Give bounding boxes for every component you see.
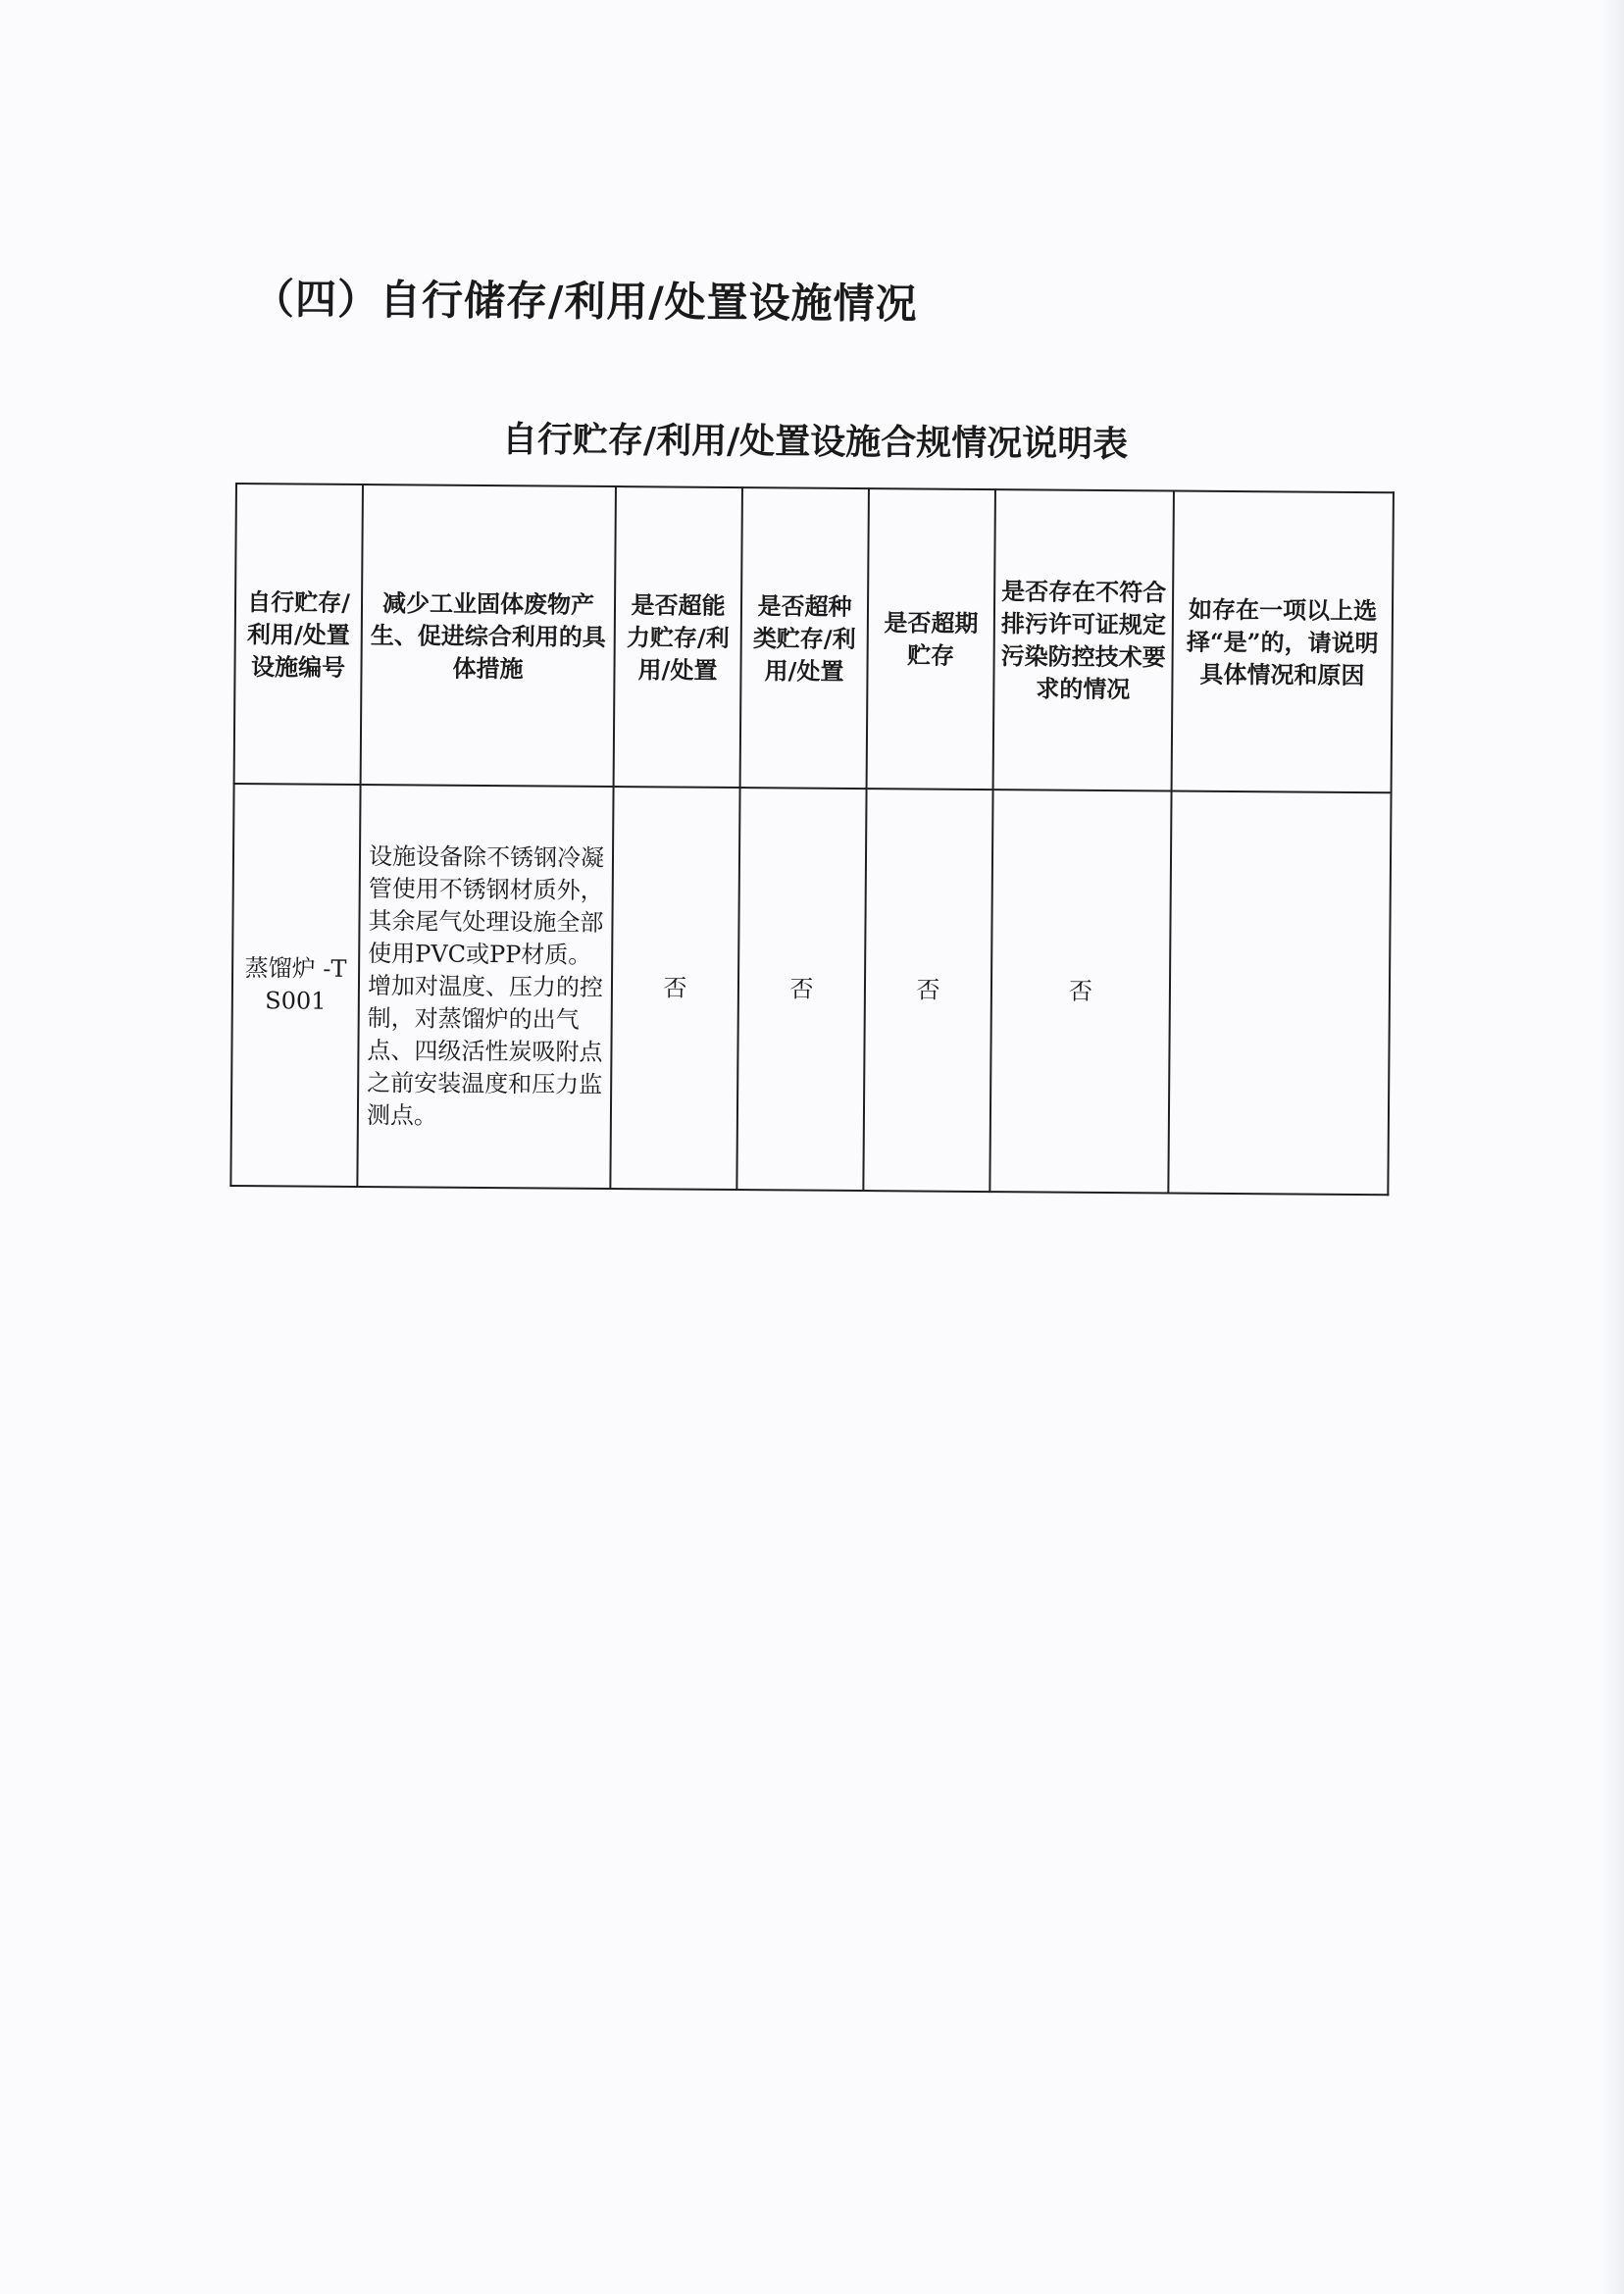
cell-over-capacity: 否 [610,787,739,1190]
header-over-type: 是否超种类贮存/利用/处置 [740,487,869,789]
table-caption: 自行贮存/利用/处置设施合规情况说明表 [501,419,1129,466]
cell-explanation [1168,791,1391,1196]
header-non-compliant: 是否存在不符合排污许可证规定污染防控技术要求的情况 [993,489,1174,790]
header-over-period: 是否超期贮存 [867,488,995,790]
page-edge-shadow [1602,0,1624,2294]
compliance-table [229,483,1395,1196]
header-facility-id: 自行贮存/利用/处置设施编号 [234,484,363,785]
cell-over-type: 否 [736,788,866,1191]
cell-facility-id: 蒸馏炉 -TS001 [230,784,360,1187]
cell-over-period: 否 [863,789,992,1192]
section-heading: （四）自行储存/利用/处置设施情况 [252,275,918,329]
header-measures: 减少工业固体废物产生、促进综合利用的具体措施 [361,484,616,787]
header-explanation: 如存在一项以上选择“是”的，请说明具体情况和原因 [1172,491,1394,793]
header-over-capacity: 是否超能力贮存/利用/处置 [614,486,742,788]
cell-measures: 设施设备除不锈钢冷凝管使用不锈钢材质外，其余尾气处理设施全部使用PVC或PP材质。增加对温度、压力的控制，对蒸馏炉的出气点、四级活性炭吸附点之前安装温度和压力监测点。 [357,785,613,1189]
table-header-row [234,484,1394,792]
cell-non-compliant: 否 [990,790,1171,1193]
table-row [230,784,1391,1195]
compliance-table-wrapper [229,483,1395,1196]
